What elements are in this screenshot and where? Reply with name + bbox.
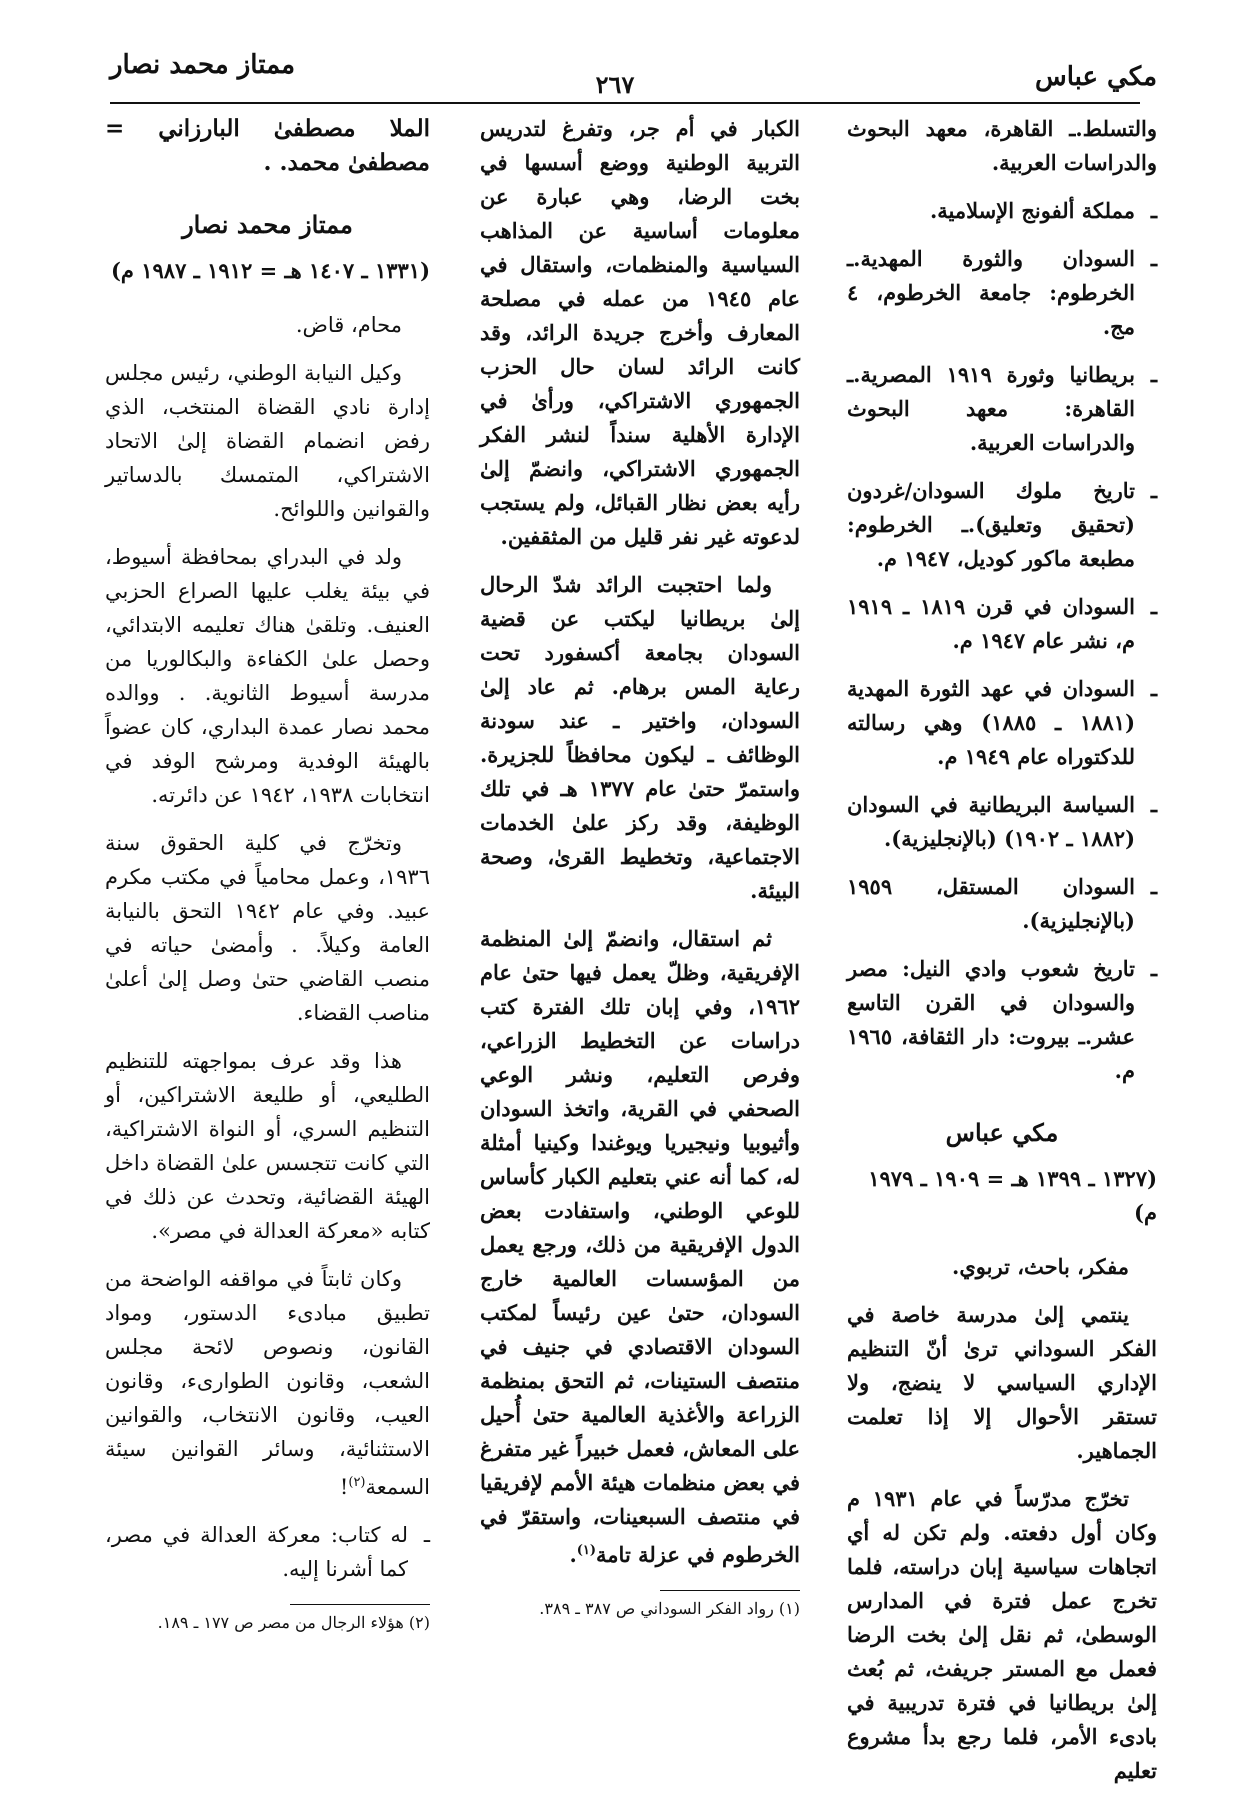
footnote-rule	[290, 1604, 430, 1605]
entry-paragraph: وكيل النيابة الوطني، رئيس مجلس إدارة نادي القضاة المنتخب، الذي رفض انضمام القضاة إلىٰ الاتحاد الاشتراكي، المتمسك بالدساتير والقوانين واللوائح.	[105, 361, 430, 521]
bibliography-item: ـ تاريخ شعوب وادي النيل: مصر والسودان في القرن التاسع عشر.ـ بيروت: دار الثقافة، ١٩٦٥ م.	[847, 956, 1157, 1083]
bibliography-item: ـ السودان المستقل، ١٩٥٩ (بالإنجليزية).	[847, 874, 1157, 933]
page-number: ٢٦٧	[595, 70, 635, 99]
footnote: (٢) هؤلاء الرجال من مصر ص ١٧٧ ـ ١٨٩.	[157, 1613, 430, 1632]
column-left	[105, 112, 430, 1635]
entry-paragraph: وتخرّج في كلية الحقوق سنة ١٩٣٦، وعمل محامياً في مكتب مكرم عبيد. وفي عام ١٩٤٢ التحق بالنيابة العامة وكيلاً. . وأمضىٰ حياته في منصب القاضي حتىٰ وصل إلىٰ أعلىٰ مناصب القضاء.	[105, 831, 431, 1025]
entry-role: محام، قاض.	[295, 313, 402, 337]
continued-bibliography-text: والتسلط.ـ القاهرة، معهد البحوث والدراسات العربية.	[847, 116, 1157, 175]
bibliography-item: ـ بريطانيا وثورة ١٩١٩ المصرية.ـ القاهرة: معهد البحوث والدراسات العربية.	[847, 362, 1157, 455]
footnote: (١) رواد الفكر السوداني ص ٣٨٧ ـ ٣٨٩.	[539, 1599, 800, 1618]
bibliography-item: ـ مملكة ألفونج الإسلامية.	[929, 198, 1157, 223]
entry-paragraph: هذا وقد عرف بمواجهته للتنظيم الطليعي، أو طليعة الاشتراكين، أو التنظيم السري، أو النواة الاشتراكية، التي كانت تتجسس علىٰ القضاة داخل الهيئة القضائية، وتحدث عن ذلك في كتابه «معركة العدالة في مصر».	[105, 1049, 430, 1243]
footnote-ref: (٢)	[348, 1475, 366, 1490]
cross-reference: الملا مصطفىٰ البارزاني = مصطفىٰ محمد. .	[105, 115, 430, 176]
footnote-rule	[660, 1590, 800, 1591]
entry-paragraph: ينتمي إلىٰ مدرسة خاصة في الفكر السوداني ترىٰ أنّ التنظيم الإداري السياسي لا ينضج، ولا تستقر الأحوال إلا إذا تعلمت الجماهير.	[847, 1302, 1157, 1463]
entry-role: مفكر، باحث، تربوي.	[952, 1254, 1129, 1279]
bibliography-item: ـ له كتاب: معركة العدالة في مصر، كما أشرنا إليه.	[105, 1523, 430, 1581]
running-header-left: ممتاز محمد نصار	[110, 50, 296, 80]
column-right	[847, 112, 1157, 1802]
footnote-ref: (١)	[576, 1543, 597, 1558]
bibliography-item: ـ تاريخ ملوك السودان/غردون (تحقيق وتعليق).ـ الخرطوم: مطبعة ماكور كوديل، ١٩٤٧ م.	[847, 478, 1157, 571]
entry-title: مكي عباس	[945, 1118, 1059, 1147]
entry-paragraph: الكبار في أم جر، وتفرغ لتدريس التربية الوطنية ووضع أسسها في بخت الرضا، وهي عبارة عن معلومات أساسية عن المذاهب السياسية والمنظمات، واستقال في عام ١٩٤٥ من عمله في مصلحة المعارف وأخرج جريدة الرائد، وقد كانت الرائد لسان حال الحزب الجمهوري الاشتراكي، ورأىٰ في الإدارة الأهلية سنداً لنشر الفكر الجمهوري الاشتراكي، وانضمّ إلىٰ رأيه بعض نظار القبائل، ولم يستجب لدعوته غير نفر قليل من المثقفين.	[480, 116, 800, 549]
running-header-right: مكي عباس	[1034, 62, 1157, 92]
header-rule	[110, 102, 1140, 104]
entry-dates: (١٣٢٧ ـ ١٣٩٩ هـ = ١٩٠٩ ـ ١٩٧٩ م)	[868, 1166, 1157, 1225]
entry-paragraph: وكان ثابتاً في مواقفه الواضحة من تطبيق مبادىء الدستور، ومواد القانون، ونصوص لائحة مجلس الشعب، وقانون الطوارىء، وقانون العيب، وقانون الانتخاب، والقوانين الاستثنائية، وسائر القوانين سيئة السمعة$^{(٢)}$!	[105, 1267, 430, 1499]
entry-title: ممتاز محمد نصار	[182, 210, 353, 239]
bibliography-item: ـ السياسة البريطانية في السودان (١٨٨٢ ـ ١٩٠٢) (بالإنجليزية).	[847, 792, 1157, 851]
bibliography-item: ـ السودان في قرن ١٨١٩ ـ ١٩١٩ م، نشر عام ١٩٤٧ م.	[847, 594, 1157, 653]
bibliography-item: ـ السودان في عهد الثورة المهدية (١٨٨١ ـ ١٨٨٥) وهي رسالته للدكتوراه عام ١٩٤٩ م.	[847, 676, 1157, 769]
bibliography-item: ـ السودان والثورة المهدية.ـ الخرطوم: جامعة الخرطوم، ٤ مج.	[847, 246, 1157, 339]
entry-paragraph: تخرّج مدرّساً في عام ١٩٣١ م وكان أول دفعته. ولم تكن له أي اتجاهات سياسية إبان دراسته، فلما تخرج عمل فترة في المدارس الوسطىٰ، ثم نقل إلىٰ بخت الرضا فعمل مع المستر جريفث، ثم بُعث إلىٰ بريطانيا في فترة تدريبية في بادىء الأمر، فلما رجع بدأ مشروع تعليم	[847, 1486, 1157, 1783]
entry-paragraph: ولد في البدراي بمحافظة أسيوط، في بيئة يغلب عليها الصراع الحزبي العنيف. وتلقىٰ هناك تعليمه الابتدائي، وحصل علىٰ الكفاءة والبكالوريا من مدرسة أسيوط الثانوية. . ووالده محمد نصار عمدة البداري، كان عضواً بالهيئة الوفدية ومرشح الوفد في انتخابات ١٩٣٨، ١٩٤٢ عن دائرته.	[105, 545, 430, 807]
entry-paragraph: ثم استقال، وانضمّ إلىٰ المنظمة الإفريقية، وظلّ يعمل فيها حتىٰ عام ١٩٦٢، وفي إبان تلك الفترة كتب دراسات عن التخطيط الزراعي، وفرص التعليم، ونشر الوعي الصحفي في القرية، واتخذ السودان وأثيوبيا ونيجيريا ويوغندا وكينيا أمثلة له، كما أنه عني بتعليم الكبار كأساس للوعي الوطني، واستفادت بعض الدول الإفريقية من ذلك، ورجع يعمل من المؤسسات العالمية خارج السودان، حتىٰ عين رئيساً لمكتب السودان الاقتصادي في جنيف في منتصف الستينات، ثم التحق بمنظمة الزراعة والأغذية العالمية حتىٰ أُحيل على المعاش، فعمل خبيراً غير متفرغ في بعض منظمات هيئة الأمم لإفريقيا في منتصف السبعينات، واستقرّ في الخرطوم في عزلة تامة$^{(١)}$.	[480, 926, 800, 1567]
entry-paragraph: ولما احتجبت الرائد شدّ الرحال إلىٰ بريطانيا ليكتب عن قضية السودان بجامعة أكسفورد تحت رعاية المس برهام. ثم عاد إلىٰ السودان، واختير ـ عند سودنة الوظائف ـ ليكون محافظاً للجزيرة. واستمرّ حتىٰ عام ١٣٧٧ هـ في تلك الوظيفة، وقد ركز علىٰ الخدمات الاجتماعية، وتخطيط القرىٰ، وصحة البيئة.	[480, 572, 800, 903]
column-middle	[480, 112, 800, 1621]
entry-dates: (١٣٣١ ـ ١٤٠٧ هـ = ١٩١٢ ـ ١٩٨٧ م)	[110, 258, 430, 283]
